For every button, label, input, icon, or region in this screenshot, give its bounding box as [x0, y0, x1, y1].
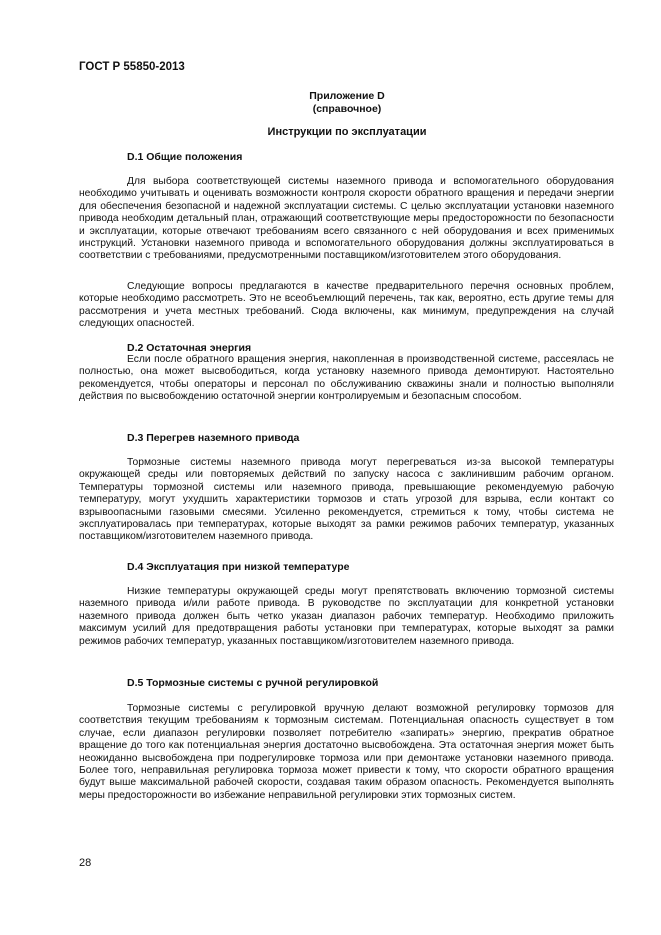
section-heading-d5: D.5 Тормозные системы с ручной регулировкой: [127, 677, 379, 689]
section-d3-paragraph-1: Тормозные системы наземного привода могут перегреваться из-за высокой температуры окружающей среды или повторяемых действий по запуску насоса с заклинившим рабочим органом. Температуры тормозной системы или наземного привода, превышающие рекомендуемую рабочую температуру, могут ухудшить характеристики тормозов и стать угрозой для взрыва, если контакт со взрывоопасными газовыми смесями. Усиленно рекомендуется, стремиться к тому, чтобы система не эксплуатировалась при температурах, которые выходят за рамки режимов рабочих температур, указанных поставщиком/изготовителем наземного привода.: [79, 457, 614, 543]
section-heading-d1: D.1 Общие положения: [127, 151, 243, 163]
section-d4-paragraph-1: Низкие температуры окружающей среды могут препятствовать включению тормозной системы наземного привода и/или работе привода. В руководстве по эксплуатации для конкретной установки наземного привода должен быть четко указан диапазон рабочих температур. Необходимо приложить максимум усилий для предотвращения работы установки при температурах, которые выходят за рамки режимов рабочих температур, указанных поставщиком/изготовителем наземного привода.: [79, 586, 614, 647]
section-heading-d3: D.3 Перегрев наземного привода: [127, 432, 300, 444]
annex-subtitle: (справочное): [312, 103, 382, 115]
section-heading-d2: D.2 Остаточная энергия: [127, 342, 252, 354]
document-code: ГОСТ Р 55850-2013: [79, 61, 185, 73]
section-d1-paragraph-2: Следующие вопросы предлагаются в качестве предварительного перечня основных проблем, которые необходимо рассмотреть. Это не всеобъемлющий перечень, так как, вероятно, есть другие темы для рассмотрения и учета местных требований. Сюда включены, как минимум, предупреждения на случай следующих опасностей.: [79, 281, 614, 330]
section-heading-d4: D.4 Эксплуатация при низкой температуре: [127, 561, 350, 573]
section-d2-paragraph-1: Если после обратного вращения энергия, накопленная в производственной системе, рассеялась не полностью, она может высвободиться, когда установку наземного привода демонтируют. Настоятельно рекомендуется, чтобы операторы и персонал по обслуживанию скважины знали и полностью выполняли действия по высвобождению остаточной энергии контролируемым и безопасным способом.: [79, 354, 614, 403]
section-d1-paragraph-1: Для выбора соответствующей системы наземного привода и вспомогательного оборудования необходимо учитывать и оценивать возможности контроля скорости обратного вращения и передачи энергии для обеспечения безопасной и надежной эксплуатации системы. С целью эксплуатации установки наземного привода необходим детальный план, отражающий соответствующие меры предосторожности по безопасности и эксплуатации, которые отвечают требованиям всего связанного с ней оборудования и всех применимых инструкций. Установки наземного привода и вспомогательного оборудования должны эксплуатироваться в соответствии с требованиями, предусмотренными поставщиком/изготовителем этого оборудования.: [79, 176, 614, 262]
page-number: 28: [79, 857, 92, 869]
document-title: Инструкции по эксплуатации: [267, 126, 427, 138]
annex-title: Приложение D: [309, 90, 385, 102]
section-d5-paragraph-1: Тормозные системы с регулировкой вручную делают возможной регулировку тормозов для соответствия текущим требованиям к тормозным системам. Потенциальная опасность существует в том случае, если диапазон регулировки позволяет потребителю «запирать» энергию, прекратив обратное вращение до того как потенциальная энергия достаточно высвобождена. Эта остаточная энергия может быть неожиданно высвобождена при подрегулировке тормоза или при демонтаже установки наземного привода. Более того, неправильная регулировка тормоза может привести к тому, что скорости обратного вращения будут выше максимальной рабочей скорости, создавая таким образом опасность. Рекомендуется выполнять меры предосторожности во избежание неправильной регулировки этих тормозных систем.: [79, 703, 614, 801]
